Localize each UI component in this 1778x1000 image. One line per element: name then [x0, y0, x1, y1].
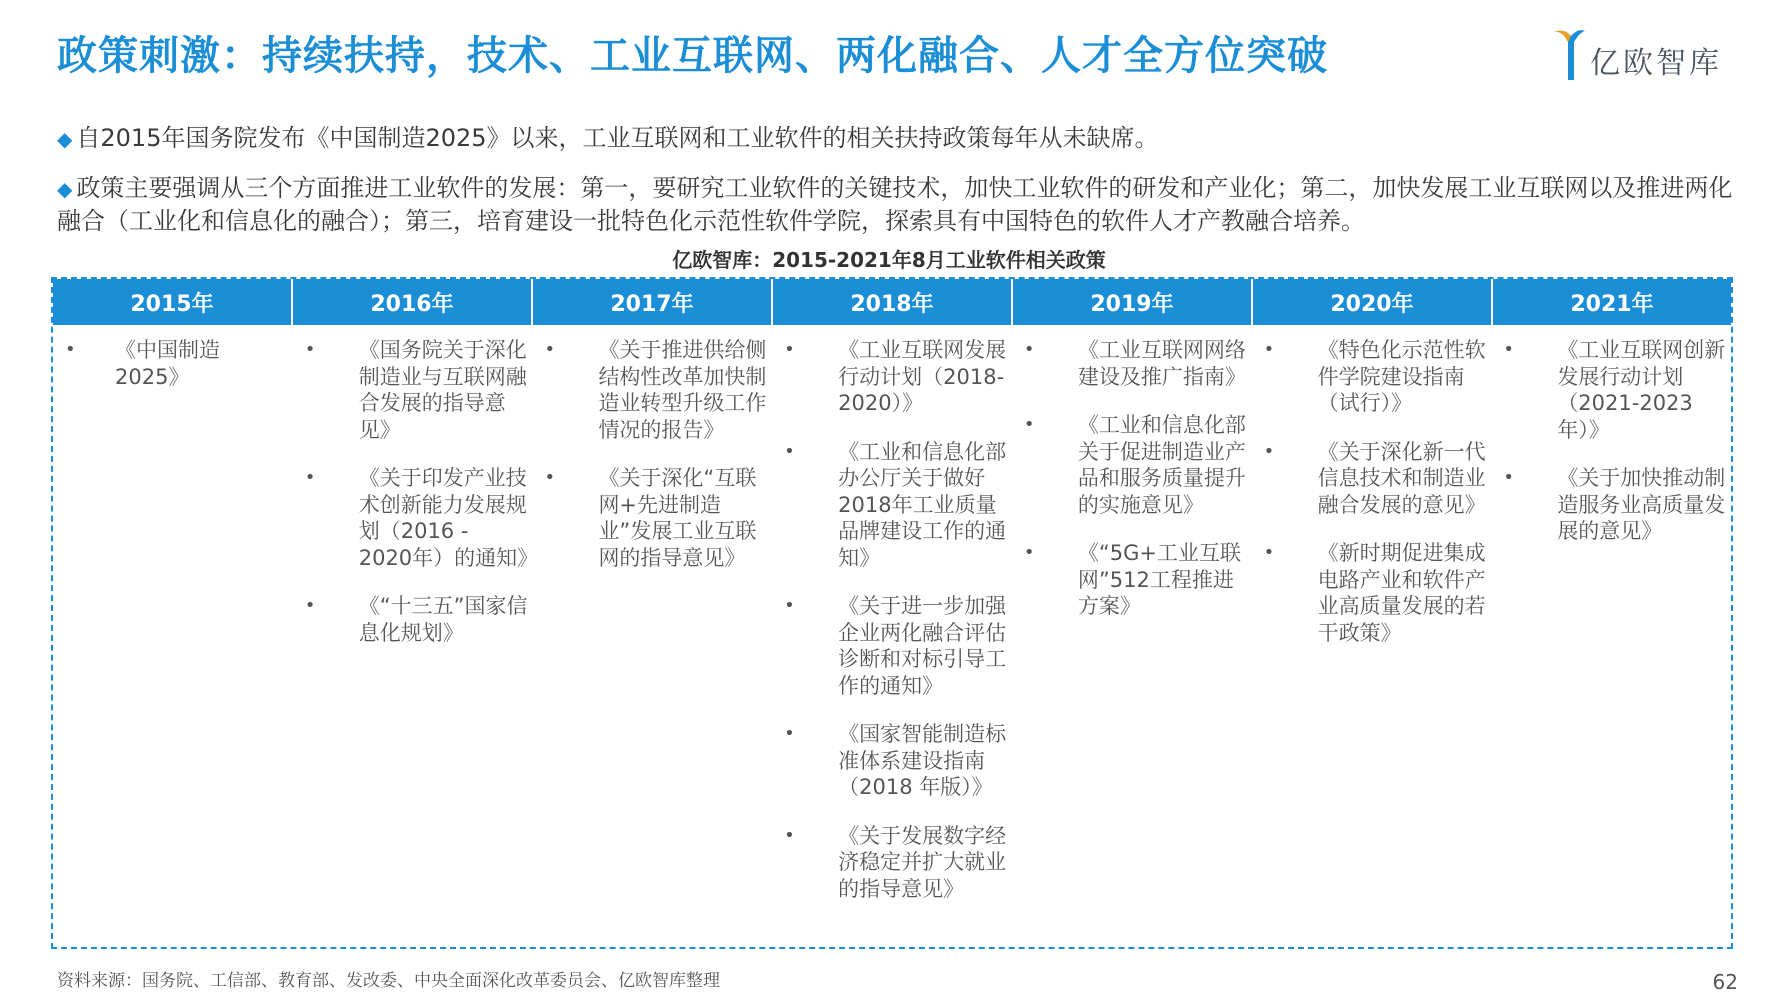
- policy-list: [1252, 337, 1492, 646]
- year-header-2019: 2019年: [1013, 279, 1253, 325]
- policy-timeline-table: [51, 277, 1733, 949]
- policy-item: • 《关于印发产业技术创新能力发展规划（2016 - 2020年）的通知》: [293, 465, 533, 571]
- page-number: 62: [1712, 970, 1738, 994]
- policy-item: • 《工业和信息化部办公厅关于做好2018年工业质量品牌建设工作的通知》: [772, 439, 1012, 572]
- policy-item: • 《关于发展数字经济稳定并扩大就业的指导意见》: [772, 823, 1012, 903]
- page-title: 政策刺激：持续扶持，技术、工业互联网、两化融合、人才全方位突破: [57, 33, 1328, 79]
- policy-item: • 《关于加快推动制造服务业高质量发展的意见》: [1491, 465, 1731, 545]
- policy-item: • 《特色化示范性软件学院建设指南（试行）》: [1252, 337, 1492, 417]
- policy-list: [53, 337, 293, 390]
- policy-column-2016: [293, 325, 539, 947]
- policy-item: • 《工业互联网发展行动计划（2018-2020）》: [772, 337, 1012, 417]
- policy-item: • 《工业和信息化部关于促进制造业产品和服务质量提升的实施意见》: [1012, 412, 1252, 518]
- policy-list: [293, 337, 539, 646]
- logo-mark-icon: [1552, 28, 1586, 82]
- policy-column-2021: [1491, 325, 1731, 947]
- policy-item: • 《中国制造 2025》: [53, 337, 293, 390]
- policy-columns: [53, 325, 1731, 947]
- year-header-2018: 2018年: [773, 279, 1013, 325]
- year-header-2016: 2016年: [293, 279, 533, 325]
- policy-item: • 《关于推进供给侧结构性改革加快制造业转型升级工作情况的报告》: [532, 337, 772, 443]
- policy-item: • 《“5G+工业互联网”512工程推进方案》: [1012, 540, 1252, 620]
- intro-paragraph-2-text: 政策主要强调从三个方面推进工业软件的发展：第一，要研究工业软件的关键技术，加快工业软件的研发和产业化；第二，加快发展工业互联网以及推进两化融合（工业化和信息化的融合）；第三，培育建设一批特色化示范性软件学院，探索具有中国特色的软件人才产教融合培养。: [57, 174, 1733, 235]
- policy-column-2017: [532, 325, 772, 947]
- intro-paragraph-1-text: 自2015年国务院发布《中国制造2025》以来，工业互联网和工业软件的相关扶持政策每年从未缺席。: [76, 124, 1159, 152]
- policy-column-2018: [772, 325, 1012, 947]
- table-title: 亿欧智库：2015-2021年8月工业软件相关政策: [672, 248, 1106, 272]
- year-header-2015: 2015年: [53, 279, 293, 325]
- diamond-bullet-icon: ◆: [57, 127, 73, 151]
- policy-item: • 《新时期促进集成电路产业和软件产业高质量发展的若干政策》: [1252, 540, 1492, 646]
- year-header-2021: 2021年: [1570, 291, 1654, 317]
- policy-column-2015: [53, 325, 293, 947]
- policy-item: • 《“十三五”国家信息化规划》: [293, 593, 533, 646]
- logo-text: 亿欧智库: [1590, 46, 1722, 81]
- year-header-2020: 2020年: [1253, 279, 1493, 325]
- policy-list: [1012, 337, 1252, 620]
- year-header-2017: 2017年: [533, 279, 773, 325]
- policy-item: • 《国家智能制造标准体系建设指南（2018 年版）》: [772, 721, 1012, 801]
- policy-item: • 《工业互联网网络建设及推广指南》: [1012, 337, 1252, 390]
- policy-list: [1491, 337, 1731, 545]
- policy-list: [772, 337, 1012, 902]
- policy-item: • 《关于进一步加强企业两化融合评估诊断和对标引导工作的通知》: [772, 593, 1012, 699]
- policy-item: • 《关于深化“互联网+先进制造业”发展工业互联网的指导意见》: [532, 465, 772, 571]
- policy-item: • 《关于深化新一代信息技术和制造业融合发展的意见》: [1252, 439, 1492, 519]
- intro-paragraph-1: [57, 122, 1737, 155]
- policy-item: • 《国务院关于深化制造业与互联网融合发展的指导意见》: [293, 337, 533, 443]
- policy-column-2019: [1012, 325, 1252, 947]
- intro-paragraph-2: [57, 172, 1737, 237]
- source-note: 资料来源：国务院、工信部、教育部、发改委、中央全面深化改革委员会、亿欧智库整理: [57, 971, 720, 991]
- policy-column-2020: [1252, 325, 1492, 947]
- policy-item: • 《工业互联网创新发展行动计划（2021-2023年）》: [1491, 337, 1731, 443]
- policy-list: [532, 337, 772, 571]
- brand-logo: [1552, 28, 1752, 84]
- diamond-bullet-icon: ◆: [57, 177, 73, 201]
- table-header-row: [53, 279, 1731, 325]
